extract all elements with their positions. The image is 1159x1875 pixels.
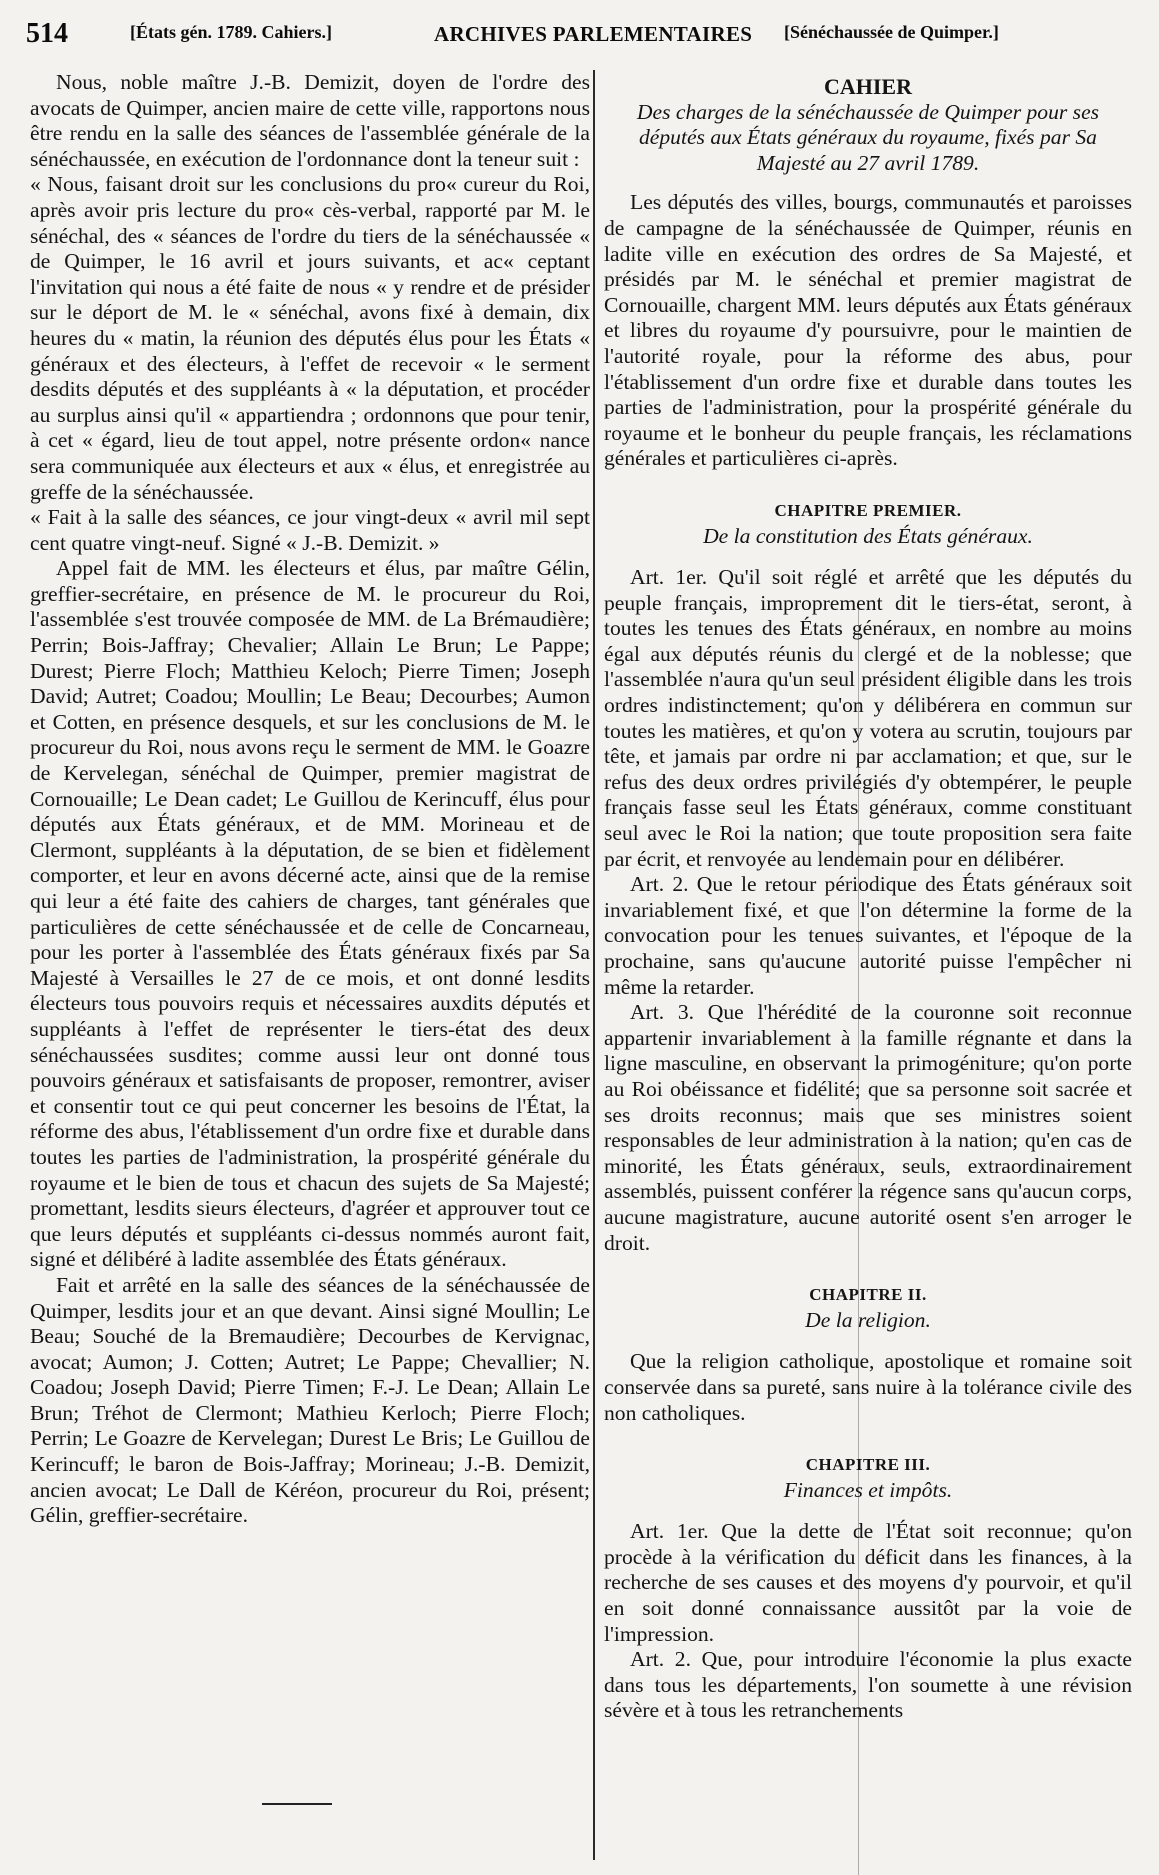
- chapter-1-article-3: Art. 3. Que l'hérédité de la couronne soit reconnue appartenir invariablement à la famille régnante et dans la ligne masculine, en observant la primogéniture; qu'on porte au Roi obéissance et fidélité; que sa personne soit sacrée et ses droits reconnus; mais que ses ministres soient responsables de leur administration à la nation; qu'en cas de minorité, les États généraux, seuls, extraordinairement assemblés, puissent conférer la régence sans qu'aucun corps, aucune magistrature, aucune autorité osent s'en arroger le droit.: [604, 1000, 1132, 1255]
- chapter-3-article-1: Art. 1er. Que la dette de l'État soit reconnue; qu'on procède à la vérification du déficit dans les finances, à la recherche de ses causes et des moyens d'y pourvoir, et qu'il en soit donné connaissance aussitôt par la voie de l'impression.: [604, 1519, 1132, 1646]
- cahier-title: CAHIER: [823, 74, 912, 99]
- paragraph-rapport: Nous, noble maître J.-B. Demizit, doyen de l'ordre des avocats de Quimper, ancien maire de cette ville, rapportons nous être rendu en la salle des séances de l'assemblée générale de la sénéchaussée, en exécution de l'ordonnance dont la teneur suit :: [30, 70, 590, 171]
- chapter-1-title: CHAPITRE PREMIER.: [774, 500, 962, 520]
- chapter-3-article-2: Art. 2. Que, pour introduire l'économie la plus exacte dans tous les départements, l'on soumette à une révision sévère et à tous les retranchements: [604, 1647, 1132, 1723]
- paragraph-arrete: Fait et arrêté en la salle des séances de la sénéchaussée de Quimper, lesdits jour et an que devant. Ainsi signé Moullin; Le Beau; Souché de la Bremaudière; Decourbes de Kervignac, avocat; Aumon; J. Cotten; Autret; Le Pappe; Chevallier; N. Coadou; Joseph David; Pierre Timen; F.-J. Le Dean; Allain Le Brun; Tréhot de Clermont; Mathieu Kerloch; Pierre Floch; Perrin; Le Goazre de Kervelegan; Durest Le Bris; Le Guillou de Kerincuff; le baron de Bois-Jaffray; Morineau; J.-B. Demizit, ancien avocat; Le Dall de Kéréon, procureur du Roi, présent; Gélin, greffier-secrétaire.: [30, 1272, 590, 1528]
- chapter-1-article-1: Art. 1er. Qu'il soit réglé et arrêté que les députés du peuple français, improprement dit le tiers-état, seront, à toutes les tenues des États généraux, en nombre au moins égal aux députés réunis du clergé et de la noblesse; que l'assemblée n'aura qu'un seul président éligible dans les trois ordres indistinctement; qu'on y délibérera en commun sur toutes les matières, et qu'on y votera au scrutin, toujours par tête, et jamais par ordre ni par acclamation; et que, sur le refus des deux ordres privilégiés d'y obtempérer, le peuple français fasse seul les États généraux, comme constituant seul avec le Roi la nation; que toute proposition sera faite par écrit, et renvoyée au lendemain pour en délibérer.: [604, 565, 1132, 871]
- page-number: 514: [26, 18, 68, 49]
- chapter-3-title: CHAPITRE III.: [805, 1455, 931, 1475]
- right-column: [604, 70, 1132, 1724]
- left-column: [30, 70, 590, 1529]
- cahier-subtitle: Des charges de la sénéchaussée de Quimper pour ses députés aux États généraux du royaume, fixés par Sa Majesté au 27 avril 1789.: [636, 99, 1100, 175]
- end-rule: [262, 1803, 332, 1805]
- paragraph-signature: « Fait à la salle des séances, ce jour vingt-deux « avril mil sept cent quatre vingt-neuf. Signé « J.-B. Demizit. »: [30, 505, 590, 555]
- cahier-intro: Les députés des villes, bourgs, communautés et paroisses de campagne de la sénéchaussée de Quimper, réunis en ladite ville en exécution des ordres de Sa Majesté, et présidés par M. le sénéchal et premier magistrat de Cornouaille, chargent MM. leurs députés aux États généraux et libres du royaume d'y poursuivre, pour le maintien de l'autorité royale, pour la réforme des abus, pour l'établissement d'un ordre fixe et durable dans toutes les parties de l'administration, pour la prospérité générale du royaume et le bonheur du peuple français, les réclamations générales et particulières ci-après.: [604, 190, 1132, 471]
- header-right: [Sénéchaussée de Quimper.]: [784, 22, 999, 42]
- chapter-2-subtitle: De la religion.: [805, 1307, 931, 1332]
- chapter-2-title: CHAPITRE II.: [809, 1285, 927, 1305]
- chapter-1-subtitle: De la constitution des États généraux.: [703, 523, 1033, 548]
- chapter-2-text: Que la religion catholique, apostolique et romaine soit conservée dans sa pureté, sans nuire à la tolérance civile des non catholiques.: [604, 1349, 1132, 1425]
- paragraph-ordonnance: « Nous, faisant droit sur les conclusions du pro« cureur du Roi, après avoir pris lecture du pro« cès-verbal, rapporté par M. le sénéchal, des « séances de l'ordre du tiers de la sénéchaussée « de Quimper, le 16 avril et jours suivants, et ac« ceptant l'invitation qui nous a été faite de nous « y rendre et de présider sur le déport de M. le « sénéchal, avons fixé à demain, dix heures du « matin, la réunion des députés élus pour les États « généraux et des électeurs, à l'effet de recevoir « le serment desdits députés et des suppléants à « la députation, et procéder au surplus ainsi qu'il « appartiendra ; ordonnons que pour tenir, à cet « égard, lieu de tout appel, notre présente ordon« nance sera communiquée aux électeurs et aux « élus, et enregistrée au greffe de la sénéchaussée.: [30, 172, 590, 504]
- running-header: [14, 18, 1144, 62]
- column-divider: [593, 70, 595, 1860]
- header-title: ARCHIVES PARLEMENTAIRES: [434, 22, 753, 46]
- paragraph-appel: Appel fait de MM. les électeurs et élus, par maître Gélin, greffier-secrétaire, en présence de M. le procureur du Roi, l'assemblée s'est trouvée composée de MM. de La Brémaudière; Perrin; Bois-Jaffray; Chevalier; Allain Le Brun; Le Pappe; Durest; Pierre Floch; Matthieu Keloch; Pierre Timen; Joseph David; Autret; Coadou; Moullin; Le Beau; Decourbes; Aumon et Cotten, en présence desquels, et sur les conclusions de M. le procureur du Roi, nous avons reçu le serment de MM. le Goazre de Kervelegan, sénéchal de Quimper, premier magistrat de Cornouaille; Le Dean cadet; Le Guillou de Kerincuff, élus pour députés aux États généraux, et de MM. Morineau et de Clermont, suppléants à la députation, de se bien et fidèlement comporter, et leur en avons décerné acte, ainsi que de la remise qui leur a été faite des cahiers de charges, tant générales que particulières de cette sénéchaussée et de celle de Concarneau, pour les porter à l'assemblée des États généraux fixés par Sa Majesté à Versailles le 27 de ce mois, et ont donné lesdits électeurs tous pouvoirs requis et nécessaires auxdits députés et suppléants à l'effet de représenter le tiers-état des deux sénéchaussées susdites; comme aussi leur ont donné tous pouvoirs généraux et satisfaisants de proposer, remontrer, aviser et consentir tout ce qui peut concerner les besoins de l'État, la réforme des abus, l'établissement d'un ordre fixe et durable dans toutes les parties de l'administration, la prospérité générale du royaume et le bien de tous et chacun des sujets de Sa Majesté; promettant, lesdits sieurs électeurs, d'agréer et approuver tout ce que leurs députés et suppléants ci-dessus nommés auront fait, signé et délibéré à ladite assemblée des États généraux.: [30, 556, 590, 1272]
- chapter-3-subtitle: Finances et impôts.: [783, 1477, 953, 1502]
- chapter-1-article-2: Art. 2. Que le retour périodique des États généraux soit invariablement fixé, et que l'on détermine la forme de la convocation pour les tenues suivantes, et l'époque de la prochaine, sans qu'aucune autorité puisse l'empêcher ni même la retarder.: [604, 872, 1132, 999]
- header-left: [États gén. 1789. Cahiers.]: [130, 22, 332, 42]
